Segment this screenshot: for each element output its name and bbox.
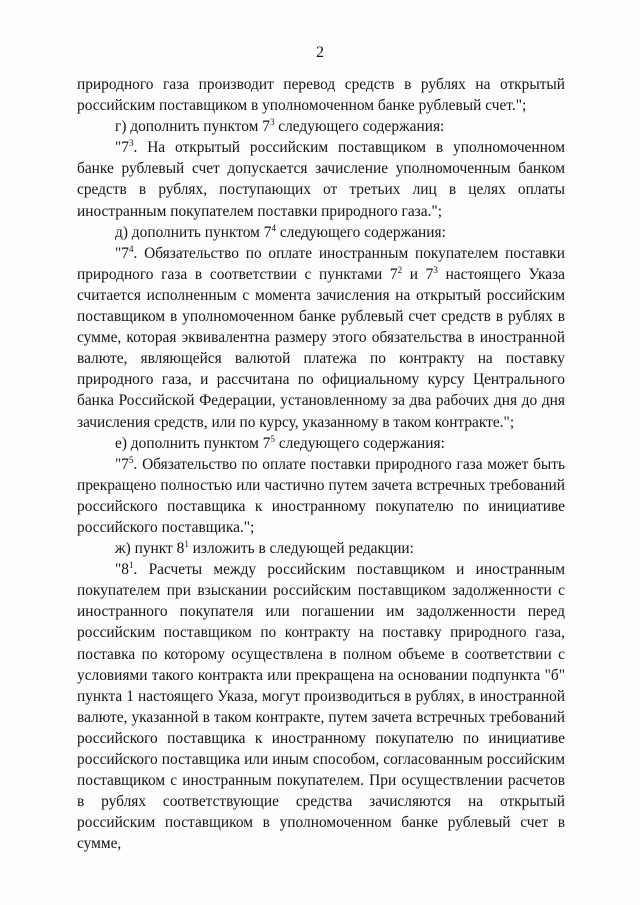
superscript-index: 5 [128,454,134,465]
superscript-index: 3 [128,138,134,149]
paragraph [77,454,565,538]
superscript-index: 3 [433,264,438,275]
paragraph [77,559,565,854]
paragraph-text: е) дополнить пунктом 7 [115,434,271,452]
paragraph-text: следующего содержания: [274,118,445,136]
document-body [77,74,565,854]
paragraph [77,433,565,454]
paragraph [77,116,565,137]
superscript-index: 5 [270,433,275,444]
paragraph-text: . На открытый российским поставщиком в уполномоченном банке рублевый счет допускается зачисление уполномоченным банком средств в рублях, поступающих от третьих лиц в целях оплаты иностранным покупателем поставки природного газа."; [77,139,565,220]
paragraph-text: следующего содержания: [274,434,445,452]
paragraph [77,243,565,433]
paragraph-text: г) дополнить пунктом 7 [115,118,270,136]
superscript-index: 2 [397,264,403,275]
paragraph-text: . Расчеты между российским поставщиком и иностранным покупателем при взыскании российским поставщиком задолженности с иностранного покупателя или погашении им задолженности перед российским поставщиком по контракту на поставку природного газа, поставка по которому осуществлена в полном объеме в соответствии с условиями такого контракта или прекращена на основании подпункта "б" пункта 1 настоящего Указа, могут производиться в рублях, в иностранной валюте, указанной в таком контракте, путем зачета встречных требований российского поставщика к иностранному покупателю по инициативе российского поставщика или иным способом, согласованным российским поставщиком с иностранным покупателем. При осуществлении расчетов в рублях соответствующие средства зачисляются на открытый российским поставщиком в уполномоченном банке рублевый счет в сумме, [77,561,565,853]
paragraph-text: "8 [115,561,129,579]
superscript-index: 1 [128,560,134,571]
paragraph [77,137,565,221]
paragraph-text: изложить в следующей редакции: [188,540,414,558]
paragraph-text: "7 [115,139,129,157]
superscript-index: 3 [269,117,275,128]
superscript-index: 4 [271,222,276,233]
superscript-index: 1 [184,539,189,550]
paragraph-text: "7 [115,455,129,473]
paragraph-text: настоящего Указа считается исполненным с момента зачисления на открытый российским поставщиком в уполномоченном банке рублевый счет средств в рублях в сумме, которая эквивалентна размеру этого обязательства в иностранной валюте, являющейся валютой платежа по контракту на поставку природного газа, и рассчитана по официальному курсу Центрального банка Российской Федерации, установленному за два рабочих дня до дня зачисления средств, или по курсу, указанному в таком контракте."; [77,265,565,431]
paragraph [77,222,565,243]
paragraph-text: . Обязательство по оплате поставки природного газа может быть прекращено полностью или частично путем зачета встречных требований российского поставщика к иностранному покупателю по инициативе российского поставщика."; [77,455,565,536]
paragraph [77,74,565,116]
page-number: 2 [316,44,324,61]
superscript-index: 4 [128,243,134,254]
paragraph-text: следующего содержания: [275,223,446,241]
paragraph [77,538,565,559]
paragraph-text: и 7 [402,265,434,283]
paragraph-text: природного газа производит перевод средств в рублях на открытый российским поставщиком в уполномоченном банке рублевый счет."; [77,76,565,115]
paragraph-text: ж) пункт 8 [115,540,185,558]
paragraph-text: "7 [115,244,129,262]
paragraph-text: д) дополнить пунктом 7 [115,223,272,241]
paragraph-text: . Обязательство по оплате иностранным покупателем поставки природного газа в соответствии с пунктами 7 [77,244,565,283]
